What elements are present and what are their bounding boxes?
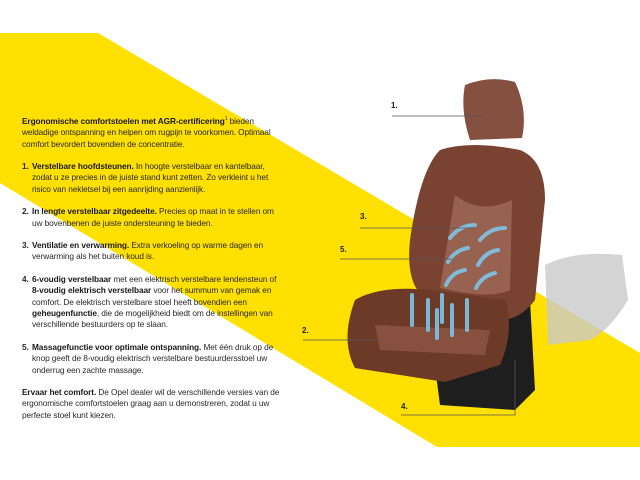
body-text bbox=[22, 114, 284, 432]
callout-label-5: 5. bbox=[340, 245, 347, 254]
item-bold-3: geheugenfunctie bbox=[32, 308, 97, 319]
item-text-3: , die de mogelijkheid biedt om de instellingen van verschillende bestuurders op te slaan. bbox=[32, 308, 273, 330]
intro-text: bieden weldadige ontspanning en helpen om rugpijn te voorkomen. Optimaal comfort bevordert bovendien de concentratie. bbox=[22, 115, 271, 149]
list-item-1 bbox=[22, 161, 284, 195]
item-text-2: voor het summum van gemak en comfort. De elektrisch verstelbare stoel heeft bovendien een bbox=[32, 285, 272, 307]
item-number: 5. bbox=[22, 341, 29, 352]
item-title: In lengte verstelbaar zitgedeelte. bbox=[32, 206, 157, 217]
outro-text: De Opel dealer wil de verschillende versies van de ergonomische comfortstoelen graag aan u demonstreren, zodat u uw perfecte stoel kunt kiezen. bbox=[22, 387, 280, 420]
item-title: 6-voudig verstelbaar bbox=[32, 273, 112, 284]
seat-headrest bbox=[463, 79, 524, 140]
item-text: Precies op maat in te stellen om uw bovenbenen de juiste ondersteuning te bieden. bbox=[32, 206, 274, 228]
item-text: In hoogte verstelbaar en kantelbaar, zodat u ze precies in de juiste stand kunt zetten. Zo verkleint u het risico van nekletsel bij een aanrijding aanzienlijk. bbox=[32, 160, 269, 194]
outro-bold: Ervaar het comfort. bbox=[22, 387, 97, 398]
item-text: met een elektrisch verstelbare lendensteun of bbox=[111, 273, 277, 284]
callout-label-4: 4. bbox=[401, 402, 408, 411]
intro-paragraph bbox=[22, 114, 284, 150]
intro-bold: Ergonomische comfortstoelen met AGR-certificering bbox=[22, 115, 225, 126]
cushion-center bbox=[375, 325, 490, 355]
list-item-4 bbox=[22, 274, 284, 331]
item-text: Met één druk op de knop geeft de 8-voudig elektrisch verstelbare bestuurdersstoel uw onderrug een zachte massage. bbox=[32, 341, 274, 375]
item-number: 3. bbox=[22, 240, 29, 251]
item-number: 2. bbox=[22, 206, 29, 217]
callout-label-3: 3. bbox=[360, 212, 367, 221]
seat-shadow bbox=[545, 254, 628, 345]
list-item-2 bbox=[22, 206, 284, 229]
footnote-marker: 1 bbox=[224, 116, 228, 122]
list-item-5 bbox=[22, 342, 284, 376]
item-number: 4. bbox=[22, 273, 29, 284]
item-title: Ventilatie en verwarming. bbox=[32, 240, 130, 251]
item-title: Verstelbare hoofdsteunen. bbox=[32, 160, 134, 171]
callout-label-1: 1. bbox=[391, 101, 398, 110]
item-number: 1. bbox=[22, 160, 29, 171]
callout-label-2: 2. bbox=[302, 326, 309, 335]
outro-paragraph bbox=[22, 387, 284, 421]
item-bold-2: 8-voudig elektrisch verstelbaar bbox=[32, 285, 152, 296]
list-item-3 bbox=[22, 240, 284, 263]
item-text: Extra verkoeling op warme dagen en verwarming als het buiten koud is. bbox=[32, 240, 264, 262]
item-title: Massagefunctie voor optimale ontspanning. bbox=[32, 341, 202, 352]
